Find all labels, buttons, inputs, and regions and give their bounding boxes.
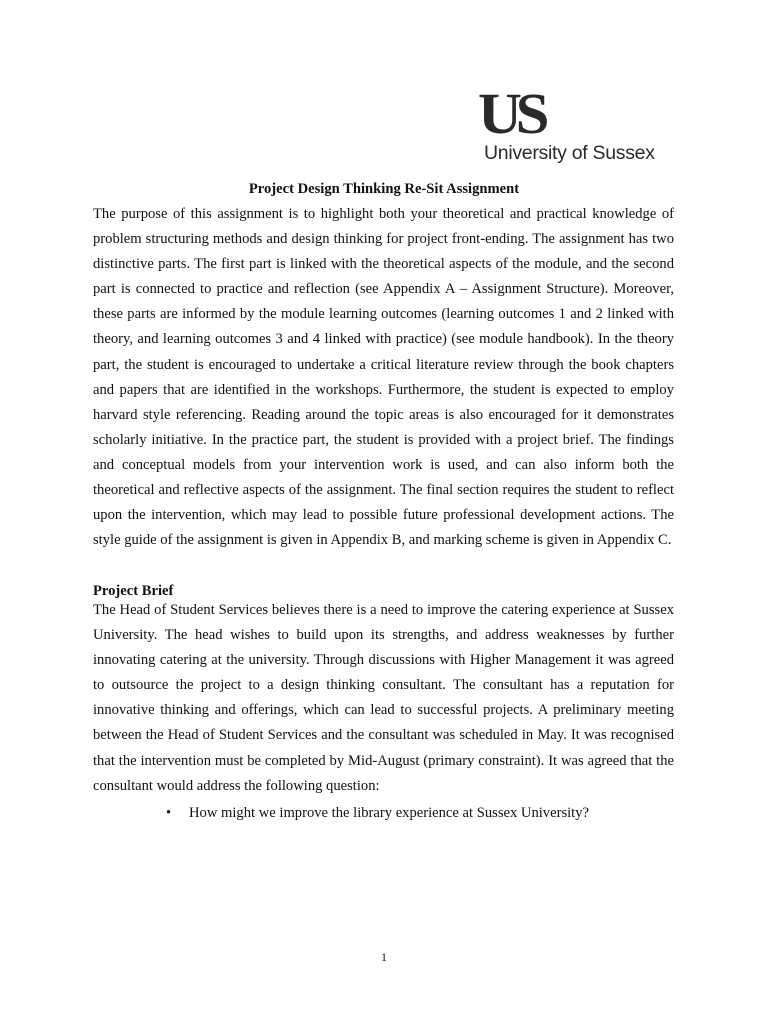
project-brief-paragraph: The Head of Student Services believes there is a need to improve the catering experience at Sussex University. The head wishes to build upon its strengths, and address weaknesses by further innovating catering at the university. Through discussions with Higher Management it was agreed to outsource the project to a design thinking consultant. The consultant has a reputation for innovative thinking and offerings, which can lead to successful projects. A preliminary meeting between the Head of Student Services and the consultant was scheduled in May. It was recognised that the intervention must be completed by Mid-August (primary constraint). It was agreed that the consultant would address the following question: [93,602,674,794]
university-logo [478,81,678,168]
project-brief-heading: Project Brief [93,583,174,599]
intro-paragraph: The purpose of this assignment is to highlight both your theoretical and practical knowledge of problem structuring methods and design thinking for project front-ending. The assignment has two distinctive parts. The first part is linked with the theoretical aspects of the module, and the second part is connected to practice and reflection (see Appendix A – Assignment Structure). Moreover, these parts are informed by the module learning outcomes (learning outcomes 1 and 2 linked with theory, and learning outcomes 3 and 4 linked with practice) (see module handbook). In the theory part, the student is encouraged to undertake a critical literature review through the book chapters and papers that are identified in the workshops. Furthermore, the student is expected to employ harvard style referencing. Reading around the topic areas is also encouraged for it demonstrates scholarly initiative. In the practice part, the student is provided with a project brief. The findings and conceptual models from your intervention work is used, and can also inform both the theoretical and reflective aspects of the assignment. The final section requires the student to reflect upon the intervention, which may lead to possible future professional development actions. The style guide of the assignment is given in Appendix B, and marking scheme is given in Appendix C. [93,206,674,549]
page-number: 1 [381,950,387,964]
logo-mark: US [478,81,544,146]
logo-university-name: University of Sussex [484,142,655,164]
bullet-icon: • [166,805,172,821]
bullet-question-text: How might we improve the library experience at Sussex University? [189,805,590,821]
document-title: Project Design Thinking Re-Sit Assignment [248,181,520,197]
bullet-list-item [166,803,589,823]
